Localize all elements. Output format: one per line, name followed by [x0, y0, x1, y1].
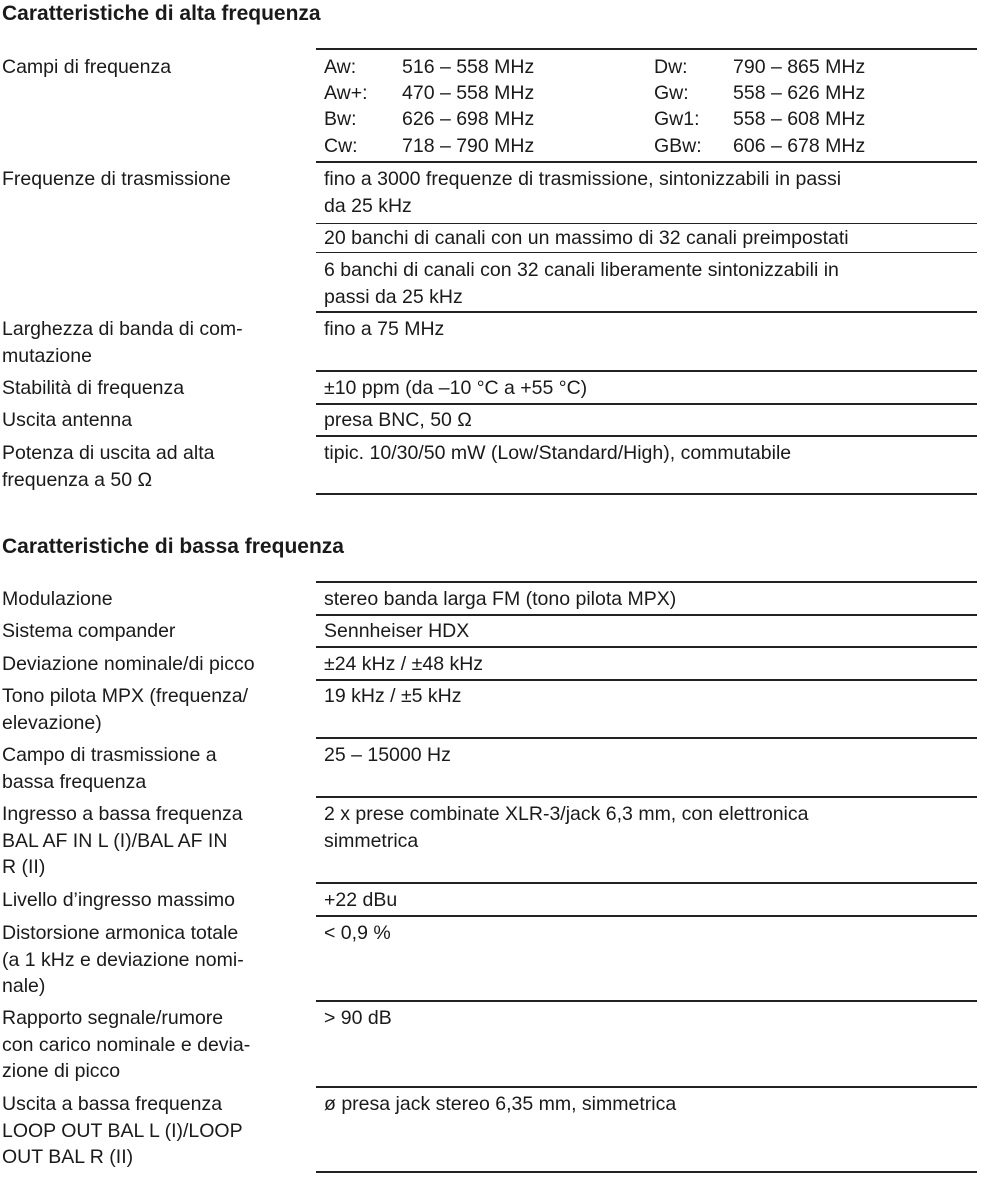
divider: [316, 679, 977, 681]
spec-label: Uscita a bassa frequenza LOOP OUT BAL L (I)/LOOP OUT BAL R (II): [2, 1093, 243, 1168]
divider: [316, 581, 977, 583]
section-title-hf: Caratteristiche di alta frequenza: [2, 2, 321, 25]
range-value: 790 – 865 MHz: [733, 56, 866, 78]
spec-label: Modulazione: [2, 588, 113, 610]
spec-value: ±10 ppm (da –10 °C a +55 °C): [324, 377, 588, 399]
range-value: 516 – 558 MHz: [402, 56, 535, 78]
spec-value: tipic. 10/30/50 mW (Low/Standard/High), commutabile: [324, 442, 792, 464]
range-code: Cw:: [324, 135, 358, 157]
range-code: Aw:: [324, 56, 357, 78]
divider: [316, 1086, 977, 1088]
divider: [316, 311, 977, 313]
spec-value: presa BNC, 50 Ω: [324, 409, 472, 431]
divider: [316, 915, 977, 917]
divider: [316, 882, 977, 884]
spec-value: stereo banda larga FM (tono pilota MPX): [324, 588, 677, 610]
spec-label: Ingresso a bassa frequenza BAL AF IN L (I)/BAL AF IN R (II): [2, 803, 243, 878]
range-value: 626 – 698 MHz: [402, 108, 535, 130]
spec-value: 6 banchi di canali con 32 canali liberamente sintonizzabili in passi da 25 kHz: [324, 259, 839, 308]
divider: [316, 1000, 977, 1002]
spec-label: Sistema compander: [2, 620, 176, 642]
range-code: Gw1:: [654, 108, 700, 130]
spec-label: Potenza di uscita ad alta frequenza a 50 Ω: [2, 442, 215, 491]
divider: [316, 161, 977, 163]
spec-value: 25 – 15000 Hz: [324, 744, 451, 766]
range-value: 470 – 558 MHz: [402, 82, 535, 104]
divider: [316, 646, 977, 648]
spec-label: Uscita antenna: [2, 409, 133, 431]
divider: [316, 614, 977, 616]
spec-label: Larghezza di banda di com- mutazione: [2, 318, 243, 367]
range-value: 558 – 626 MHz: [733, 82, 866, 104]
spec-label: Campo di trasmissione a bassa frequenza: [2, 744, 217, 793]
spec-value: 20 banchi di canali con un massimo di 32 canali preimpostati: [324, 227, 849, 249]
divider: [316, 435, 977, 437]
section-title-lf: Caratteristiche di bassa frequenza: [2, 535, 344, 558]
range-code: Gw:: [654, 82, 689, 104]
range-code: Aw+:: [324, 82, 368, 104]
divider: [316, 252, 977, 253]
spec-label-transmission-frequencies: Frequenze di trasmissione: [2, 168, 231, 190]
range-value: 606 – 678 MHz: [733, 135, 866, 157]
spec-value: ±24 kHz / ±48 kHz: [324, 653, 484, 675]
spec-value: ø presa jack stereo 6,35 mm, simmetrica: [324, 1093, 677, 1115]
spec-label: Distorsione armonica totale (a 1 kHz e deviazione nomi- nale): [2, 922, 244, 997]
divider: [316, 48, 977, 50]
spec-value: fino a 75 MHz: [324, 318, 445, 340]
spec-value: +22 dBu: [324, 889, 398, 911]
divider: [316, 223, 977, 224]
range-value: 558 – 608 MHz: [733, 108, 866, 130]
divider: [316, 796, 977, 798]
divider: [316, 1171, 977, 1173]
range-code: GBw:: [654, 135, 702, 157]
spec-value: 19 kHz / ±5 kHz: [324, 685, 462, 707]
spec-value: < 0,9 %: [324, 922, 391, 944]
divider: [316, 403, 977, 405]
divider: [316, 370, 977, 372]
divider: [316, 737, 977, 739]
spec-label: Deviazione nominale/di picco: [2, 653, 255, 675]
range-code: Dw:: [654, 56, 688, 78]
range-code: Bw:: [324, 108, 357, 130]
spec-value: fino a 3000 frequenze di trasmissione, sintonizzabili in passi da 25 kHz: [324, 168, 842, 217]
spec-label: Rapporto segnale/rumore con carico nominale e devia- zione di picco: [2, 1007, 251, 1082]
spec-label-frequency-ranges: Campi di frequenza: [2, 56, 172, 78]
range-value: 718 – 790 MHz: [402, 135, 535, 157]
spec-value: Sennheiser HDX: [324, 620, 470, 642]
spec-label: Livello d’ingresso massimo: [2, 889, 236, 911]
spec-value: > 90 dB: [324, 1007, 392, 1029]
divider: [316, 493, 977, 495]
spec-label: Stabilità di frequenza: [2, 377, 185, 399]
spec-value: 2 x prese combinate XLR-3/jack 6,3 mm, con elettronica simmetrica: [324, 803, 809, 852]
spec-label: Tono pilota MPX (frequenza/ elevazione): [2, 685, 249, 734]
